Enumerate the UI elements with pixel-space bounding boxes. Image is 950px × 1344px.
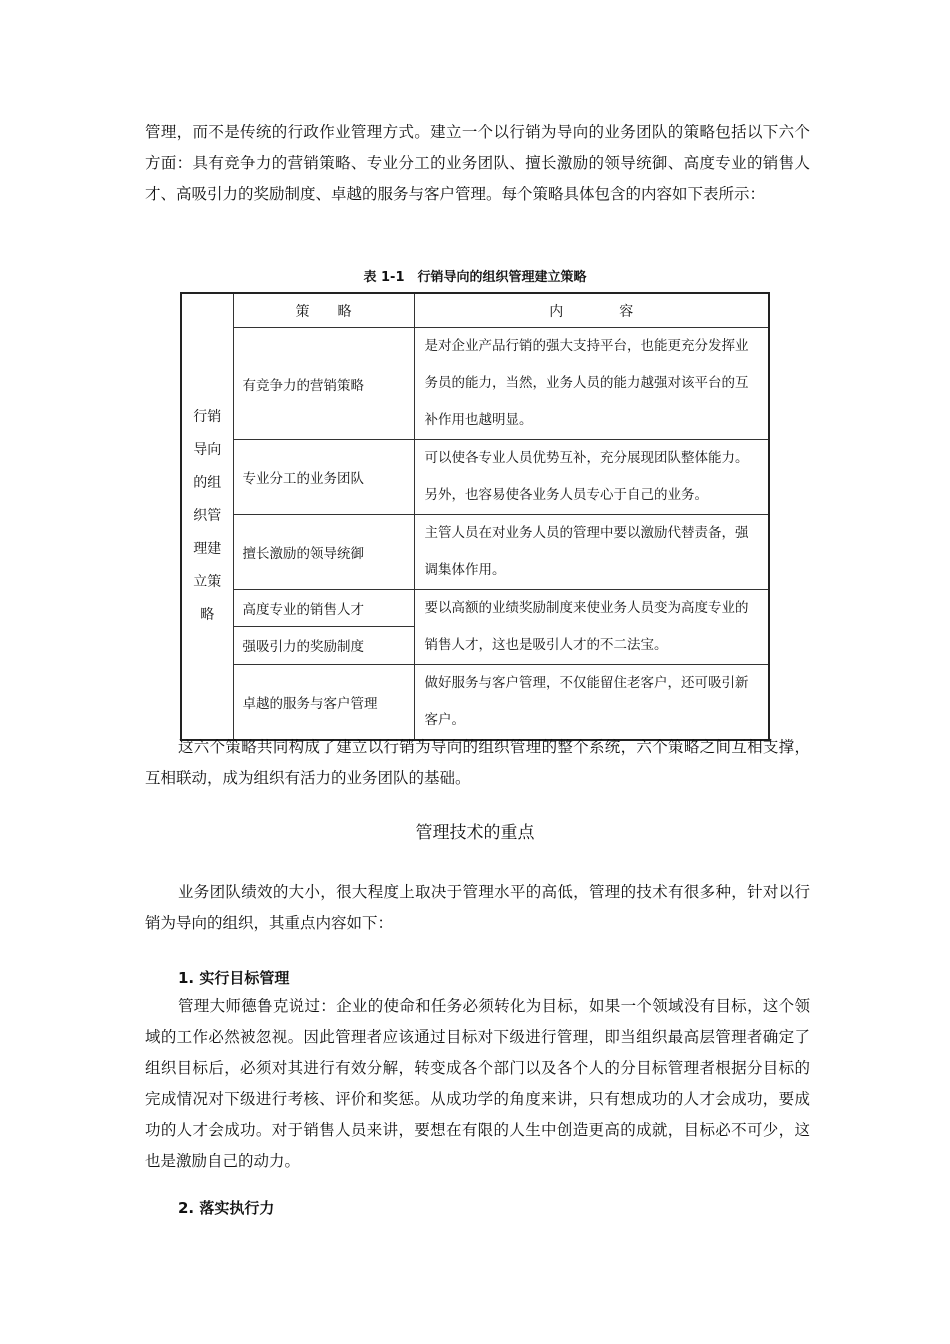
strategy-cell: 卓越的服务与客户管理	[233, 665, 414, 741]
table-row	[181, 590, 769, 627]
section-intro-paragraph: 业务团队绩效的大小，很大程度上取决于管理水平的高低，管理的技术有很多种，针对以行销为导向的组织，其重点内容如下：	[145, 883, 810, 932]
table-row	[181, 665, 769, 741]
section-title: 管理技术的重点	[415, 823, 535, 843]
after-table-paragraph: 这六个策略共同构成了建立以行销为导向的组织管理的整个系统，六个策略之间互相支撑，互相联动，成为组织有活力的业务团队的基础。	[145, 738, 810, 787]
subheading-1: 1. 实行目标管理	[178, 969, 290, 987]
strategy-cell: 高度专业的销售人才	[233, 590, 414, 627]
strategy-cell: 专业分工的业务团队	[233, 440, 414, 515]
table-header-row	[181, 293, 769, 328]
table-row	[181, 328, 769, 440]
side-label-cell	[181, 293, 233, 740]
strategy-table	[180, 292, 770, 741]
content-cell: 可以使各专业人员优势互补，充分展现团队整体能力。另外，也容易使各业务人员专心于自己的业务。	[414, 440, 769, 515]
subsection-1-body: 管理大师德鲁克说过：企业的使命和任务必须转化为目标，如果一个领域没有目标，这个领域的工作必然被忽视。因此管理者应该通过目标对下级进行管理，即当组织最高层管理者确定了组织目标后，必须对其进行有效分解，转变成各个部门以及各个人的分目标管理者根据分目标的完成情况对下级进行考核、评价和奖惩。从成功学的角度来讲，只有想成功的人才会成功，要成功的人才会成功。对于销售人员来讲，要想在有限的人生中创造更高的成就，目标必不可少，这也是激励自己的动力。	[145, 997, 810, 1170]
strategy-cell: 强吸引力的奖励制度	[233, 626, 414, 664]
header-strategy: 策 略	[233, 293, 414, 328]
subheading-2: 2. 落实执行力	[178, 1199, 275, 1217]
content-cell: 主管人员在对业务人员的管理中要以激励代替责备，强调集体作用。	[414, 515, 769, 590]
table-caption: 表 1-1 行销导向的组织管理建立策略	[363, 270, 587, 285]
header-content: 内 容	[414, 293, 769, 328]
content-cell: 要以高额的业绩奖励制度来使业务人员变为高度专业的销售人才，这也是吸引人才的不二法宝。	[414, 590, 769, 665]
intro-paragraph: 管理，而不是传统的行政作业管理方式。建立一个以行销为导向的业务团队的策略包括以下六个方面：具有竞争力的营销策略、专业分工的业务团队、擅长激励的领导统御、高度专业的销售人才、高吸引力的奖励制度、卓越的服务与客户管理。每个策略具体包含的内容如下表所示：	[145, 123, 810, 203]
table-row	[181, 515, 769, 590]
content-cell: 是对企业产品行销的强大支持平台，也能更充分发挥业务员的能力，当然，业务人员的能力越强对该平台的互补作用也越明显。	[414, 328, 769, 440]
content-cell: 做好服务与客户管理，不仅能留住老客户，还可吸引新客户。	[414, 665, 769, 741]
table-row	[181, 440, 769, 515]
strategy-cell: 擅长激励的领导统御	[233, 515, 414, 590]
side-label: 行销导向的组织管理建立策略	[193, 409, 222, 623]
strategy-cell: 有竞争力的营销策略	[233, 328, 414, 440]
